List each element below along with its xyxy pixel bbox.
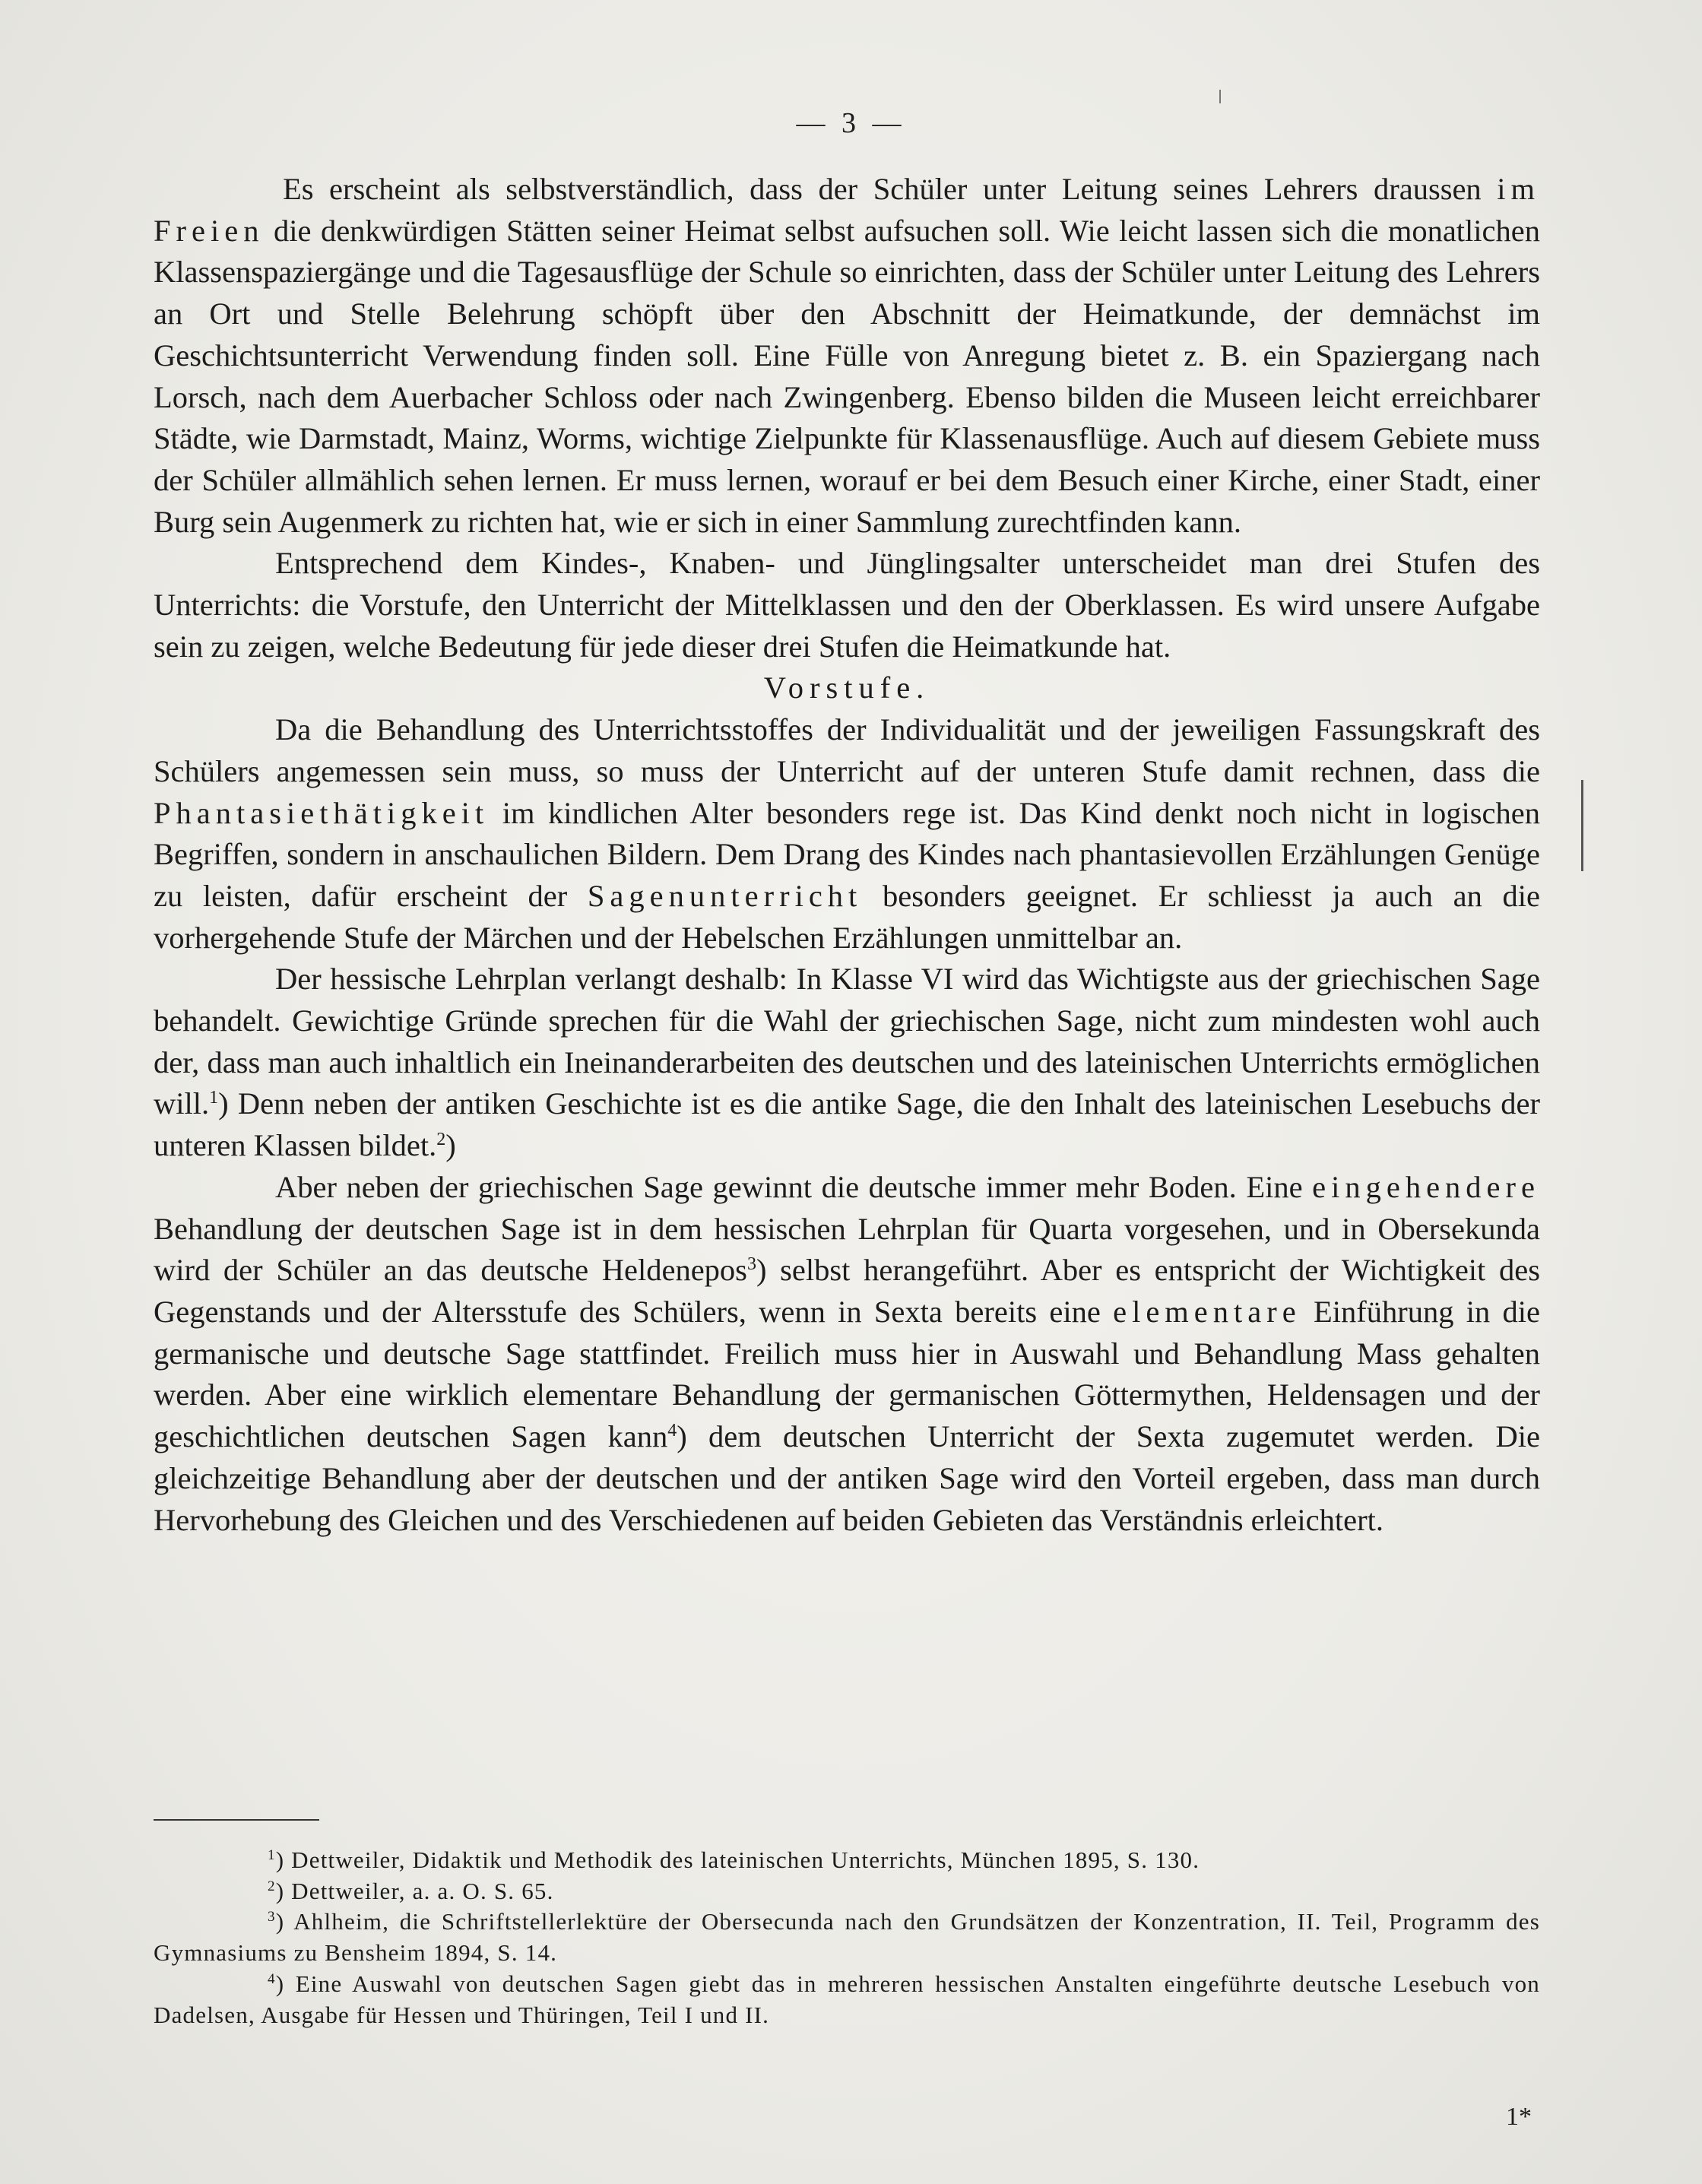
body-text	[154, 169, 1540, 1541]
margin-mark	[1581, 780, 1583, 871]
footnote-mark: 2	[268, 1878, 276, 1894]
footnote	[154, 1969, 1540, 2030]
footnote-ref: 1	[209, 1088, 219, 1108]
footnote	[154, 1845, 1540, 1876]
footnote-mark: 1	[268, 1847, 276, 1863]
spaced-emphasis: elementare	[1113, 1294, 1301, 1329]
paragraph-stages	[154, 543, 1540, 667]
spaced-emphasis: Sagenunterricht	[587, 878, 863, 913]
scan-speck	[1219, 90, 1221, 103]
text-run: Da die Behandlung des Unterrichtsstoffes der Individualität und der jeweiligen Fassungskraft des Schülers angemessen sein muss, so muss der Unterricht auf der unteren Stufe damit rechnen, dass die	[154, 712, 1540, 788]
footnote-mark: 3	[268, 1909, 276, 1926]
footnotes	[154, 1845, 1540, 2030]
text-run: ) dem deutschen Unterricht der Sexta zugemutet werden. Die gleichzeitige Behandlung aber der deutschen und der antiken Sage wird den Vorteil ergeben, dass man durch Hervorhebung des Gleichen und des Verschiedenen auf beiden Gebieten das Verständnis erleichtert.	[154, 1419, 1540, 1537]
paragraph-excursions	[154, 169, 1540, 543]
signature-mark: 1*	[1506, 2103, 1532, 2131]
spaced-emphasis: im Freien	[154, 172, 1540, 248]
footnote-text: ) Dettweiler, a. a. O. S. 65.	[275, 1877, 554, 1904]
footnote-ref: 3	[746, 1254, 756, 1275]
text-run: Einführung in die germanische und deutsche Sage stattfindet. Freilich muss hier in Auswahl und Behandlung Mass gehalten werden. Aber eine wirklich elementare Behandlung der germanischen Göttermythen, Heldensagen und der geschichtlichen deutschen Sagen kann	[154, 1294, 1540, 1454]
text-run: Behandlung der deutschen Sage ist in dem hessischen Lehrplan für Quarta vorgesehen, und in Obersekunda wird der Schüler an das deutsche Heldenepos	[154, 1211, 1540, 1288]
text-run: Aber neben der griechischen Sage gewinnt die deutsche immer mehr Boden. Eine	[275, 1169, 1313, 1204]
footnote	[154, 1876, 1540, 1907]
text-run: im kindlichen Alter besonders rege ist. Das Kind denkt noch nicht in logischen Begriffen, sondern in anschaulichen Bildern. Dem Drang des Kindes nach phantasievollen Erzählungen Genüge zu leisten, dafür erscheint der	[154, 795, 1540, 913]
footnote-text: ) Eine Auswahl von deutschen Sagen giebt das in mehreren hessischen Anstalten eingeführte deutsche Lesebuch von Dadelsen, Ausgabe für Hessen und Thüringen, Teil I und II.	[154, 1970, 1540, 2028]
text-run: )	[445, 1128, 456, 1163]
spaced-emphasis: eingehendere	[1312, 1169, 1540, 1204]
footnote-rule	[154, 1819, 319, 1821]
text-run: Der hessische Lehrplan verlangt deshalb: In Klasse VI wird das Wichtigste aus der griechischen Sage behandelt. Gewichtige Gründe sprechen für die Wahl der griechischen Sage, nicht zum mindesten wohl auch der, dass man auch inhaltlich ein Ineinanderarbeiten des deutschen und des lateinischen Unterrichts ermöglichen will.	[154, 962, 1540, 1121]
footnote-ref: 4	[667, 1421, 677, 1441]
page-number: — 3 —	[796, 107, 906, 139]
paragraph-curriculum	[154, 959, 1540, 1167]
paragraph-imagination	[154, 709, 1540, 959]
footnote-text: ) Dettweiler, Didaktik und Methodik des lateinischen Unterrichts, München 1895, S. 130.	[275, 1846, 1200, 1873]
text-run: Entsprechend dem Kindes-, Knaben- und Jünglingsalter unterscheidet man drei Stufen des Unterrichts: die Vorstufe, den Unterricht der Mittelklassen und den der Oberklassen. Es wird unsere Aufgabe sein zu zeigen, welche Bedeutung für jede dieser drei Stufen die Heimatkunde hat.	[154, 546, 1540, 664]
footnote-mark: 4	[268, 1970, 276, 1987]
footnote-text: ) Ahlheim, die Schriftstellerlektüre der Obersecunda nach den Grundsätzen der Konzentration, II. Teil, Programm des Gymnasiums zu Bensheim 1894, S. 14.	[154, 1908, 1540, 1967]
footnote	[154, 1907, 1540, 1968]
text-run: ) Denn neben der antiken Geschichte ist es die antike Sage, die den Inhalt des lateinischen Lesebuchs der unteren Klassen bildet.	[154, 1086, 1540, 1163]
spaced-emphasis: Phantasiethätigkeit	[154, 795, 490, 830]
paragraph-german-saga	[154, 1167, 1540, 1541]
text-run: die denkwürdigen Stätten seiner Heimat selbst aufsuchen soll. Wie leicht lassen sich die monatlichen Klassenspaziergänge und die Tagesausflüge der Schule so einrichten, dass der Schüler unter Leitung des Lehrers an Ort und Stelle Belehrung schöpft über den Abschnitt der Heimatkunde, der demnächst im Geschichtsunterricht Verwendung finden soll. Eine Fülle von Anregung bietet z. B. ein Spaziergang nach Lorsch, nach dem Auerbacher Schloss oder nach Zwingenberg. Ebenso bilden die Museen leicht erreichbarer Städte, wie Darmstadt, Mainz, Worms, wichtige Zielpunkte für Klassenausflüge. Auch auf diesem Gebiete muss der Schüler allmählich sehen lernen. Er muss lernen, worauf er bei dem Besuch einer Kirche, einer Stadt, einer Burg sein Augenmerk zu richten hat, wie er sich in einer Sammlung zurechtfinden kann.	[154, 213, 1540, 539]
text-run: besonders geeignet. Er schliesst ja auch an die vorhergehende Stufe der Märchen und der Hebelschen Erzählungen unmittelbar an.	[154, 878, 1540, 955]
text-run: Es erscheint als selbstverständlich, dass der Schüler unter Leitung seines Lehrers draussen	[283, 172, 1498, 206]
text-run: ) selbst herangeführt. Aber es entspricht der Wichtigkeit des Gegenstands und der Altersstufe des Schülers, wenn in Sexta bereits eine	[154, 1253, 1540, 1329]
section-heading: Vorstufe.	[763, 670, 930, 705]
footnote-ref: 2	[436, 1130, 446, 1150]
